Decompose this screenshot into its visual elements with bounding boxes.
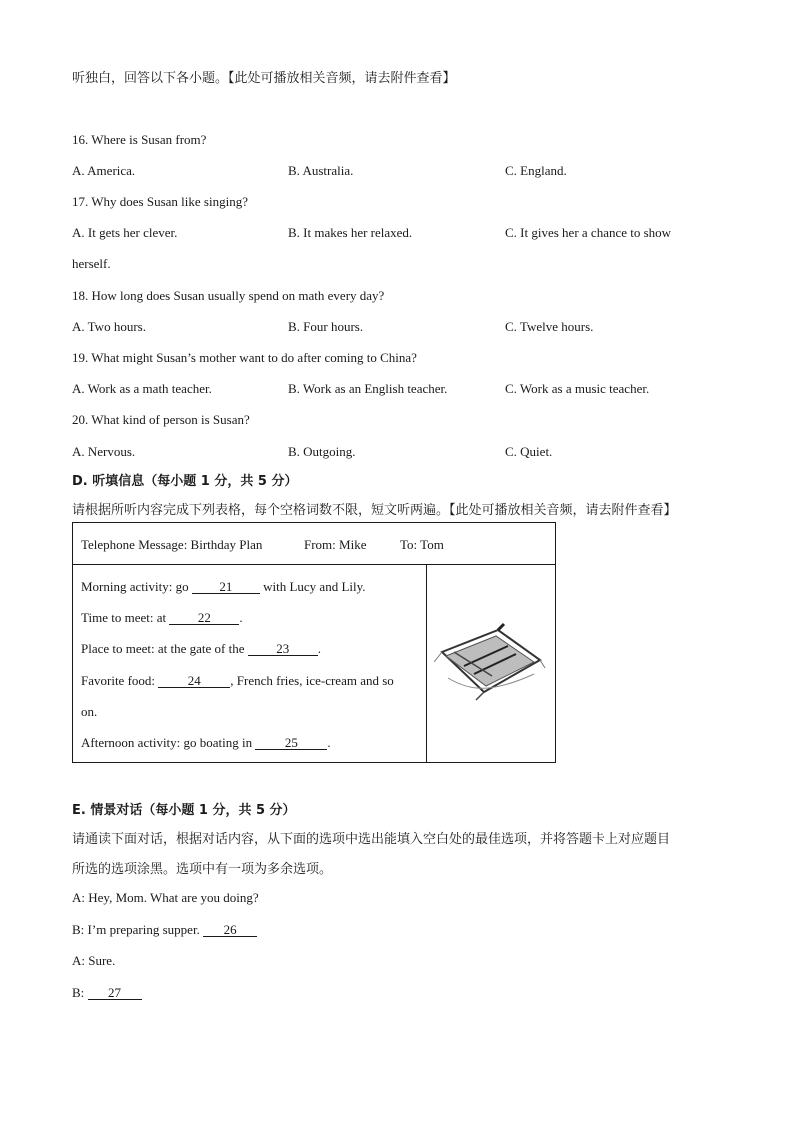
- question-17-stem: 17. Why does Susan like singing?: [72, 194, 248, 209]
- q17-option-c: C. It gives her a chance to show: [505, 225, 672, 240]
- dialogue-line-1: A: Hey, Mom. What are you doing?: [72, 890, 259, 905]
- message-header-to: To: Tom: [400, 537, 444, 552]
- q16-option-c: C. England.: [505, 163, 567, 178]
- message-row-23: Place to meet: at the gate of the 23 .: [81, 641, 322, 656]
- blank-23[interactable]: 23: [248, 642, 318, 656]
- q19-option-b: B. Work as an English teacher.: [288, 381, 448, 396]
- section-e-instruction-2: 所选的选项涂黑。选项中有一项为多余选项。: [72, 862, 333, 877]
- q20-option-b: B. Outgoing.: [288, 444, 356, 459]
- message-header-from: From: Mike: [304, 537, 367, 552]
- q19-option-a: A. Work as a math teacher.: [72, 381, 212, 396]
- q20-option-c: C. Quiet.: [505, 444, 553, 459]
- section-d-instruction: 请根据所听内容完成下列表格，每个空格词数不限，短文听两遍。【此处可播放相关音频，请去附件查看】: [72, 503, 677, 518]
- section-e-instruction-1: 请通读下面对话，根据对话内容，从下面的选项中选出能填入空白处的最佳选项，并将答题卡上对应题目: [72, 832, 671, 847]
- message-header-title: Telephone Message: Birthday Plan: [81, 537, 263, 552]
- message-row-22: Time to meet: at 22 .: [81, 610, 243, 625]
- section-d-title: D. 听填信息（每小题 1 分，共 5 分）: [72, 474, 298, 489]
- q20-option-a: A. Nervous.: [72, 444, 136, 459]
- message-row-24: Favorite food: 24 , French fries, ice-cream and so: [81, 673, 394, 688]
- question-18-stem: 18. How long does Susan usually spend on math every day?: [72, 288, 385, 303]
- question-16-stem: 16. Where is Susan from?: [72, 132, 207, 147]
- question-19-stem: 19. What might Susan’s mother want to do after coming to China?: [72, 350, 417, 365]
- message-row-25: Afternoon activity: go boating in 25 .: [81, 735, 331, 750]
- blank-26[interactable]: 26: [203, 923, 257, 937]
- message-row-21: Morning activity: go 21 with Lucy and Lily.: [81, 579, 366, 594]
- q17-option-b: B. It makes her relaxed.: [288, 225, 413, 240]
- q18-option-b: B. Four hours.: [288, 319, 364, 334]
- blank-22[interactable]: 22: [169, 611, 239, 625]
- dialogue-line-2: B: I’m preparing supper. 26: [72, 922, 257, 938]
- blank-24[interactable]: 24: [158, 674, 230, 688]
- section-e-title: E. 情景对话（每小题 1 分，共 5 分）: [72, 803, 296, 818]
- q18-option-c: C. Twelve hours.: [505, 319, 594, 334]
- intro-line: 听独白，回答以下各小题。【此处可播放相关音频，请去附件查看】: [72, 71, 456, 86]
- blank-21[interactable]: 21: [192, 580, 260, 594]
- q19-option-c: C. Work as a music teacher.: [505, 381, 650, 396]
- blank-25[interactable]: 25: [255, 736, 327, 750]
- dialogue-line-3: A: Sure.: [72, 953, 116, 968]
- q18-option-a: A. Two hours.: [72, 319, 146, 334]
- blank-27[interactable]: 27: [88, 986, 142, 1000]
- message-row-24-continued: on.: [81, 704, 98, 719]
- q16-option-b: B. Australia.: [288, 163, 354, 178]
- boat-sketch-image: [434, 622, 546, 704]
- q17-option-a: A. It gets her clever.: [72, 225, 178, 240]
- question-20-stem: 20. What kind of person is Susan?: [72, 412, 250, 427]
- dialogue-line-4: B: 27: [72, 985, 142, 1001]
- q16-option-a: A. America.: [72, 163, 136, 178]
- q17-option-c-continued: herself.: [72, 256, 111, 271]
